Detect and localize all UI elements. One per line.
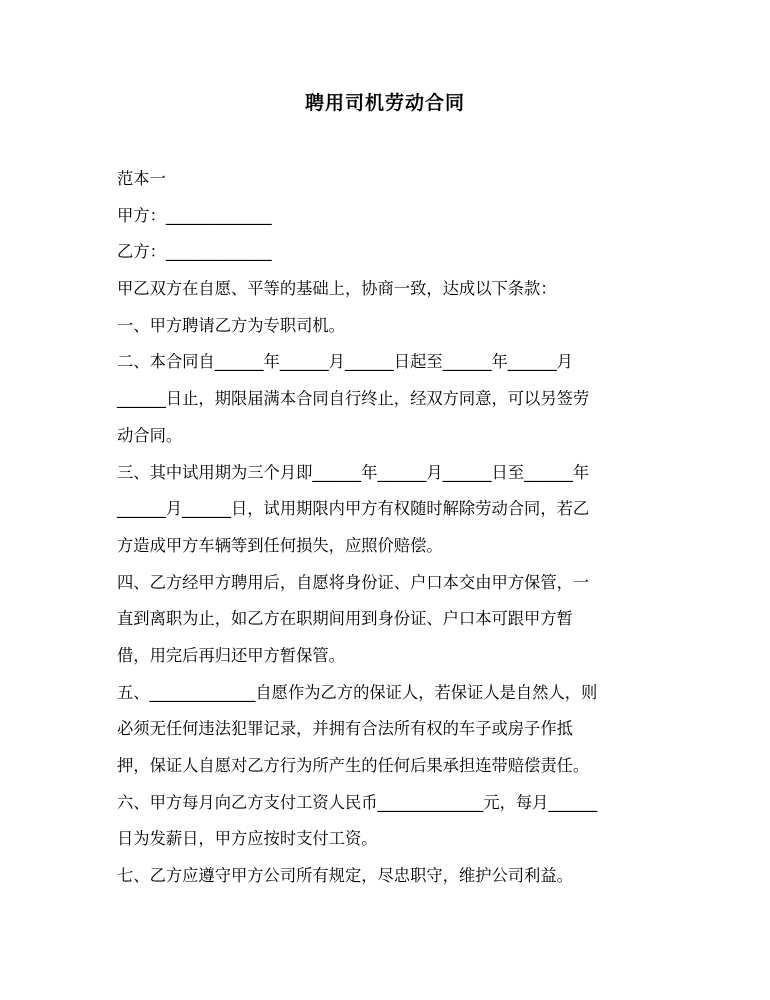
text-line: 甲方：_____________ [117,205,272,225]
text-line: 甲乙双方在自愿、平等的基础上，协商一致，达成以下条款： [117,279,557,299]
text-line: 方造成甲方车辆等到任何损失，应照价赔偿。 [117,535,443,555]
text-line: ______月______日，试用期限内甲方有权随时解除劳动合同，若乙 [117,499,590,519]
text-line: 一、甲方聘请乙方为专职司机。 [117,315,345,335]
text-line: 直到离职为止，如乙方在职期间用到身份证、户口本可跟甲方暂 [117,609,573,629]
text-line: 六、甲方每月向乙方支付工资人民币_____________元，每月______ [117,792,598,812]
text-line: 范本一 [117,169,166,188]
text-line: 借，用完后再归还甲方暂保管。 [117,645,345,665]
text-line: 五、_____________自愿作为乙方的保证人，若保证人是自然人，则 [117,682,598,702]
text-line: ______日止，期限届满本合同自行终止，经双方同意，可以另签劳 [117,389,590,409]
text-line: 四、乙方经甲方聘用后，自愿将身份证、户口本交由甲方保管，一 [117,572,590,592]
text-line: 押，保证人自愿对乙方行为所产生的任何后果承担连带赔偿责任。 [117,756,590,775]
text-line: 日为发薪日，甲方应按时支付工资。 [117,829,378,849]
text-line: 动合同。 [117,425,183,445]
text-line: 二、本合同自______年______月______日起至______年______月 [117,352,573,372]
text-line: 三、其中试用期为三个月即______年______月______日至______年 [117,462,590,482]
text-line: 乙方：_____________ [117,242,272,262]
document-body [117,161,652,895]
text-line: 必须无任何违法犯罪记录，并拥有合法所有权的车子或房子作抵 [117,719,573,739]
text-line: 七、乙方应遵守甲方公司所有规定，尽忠职守，维护公司利益。 [117,866,573,886]
document-title: 聘用司机劳动合同 [304,92,465,114]
